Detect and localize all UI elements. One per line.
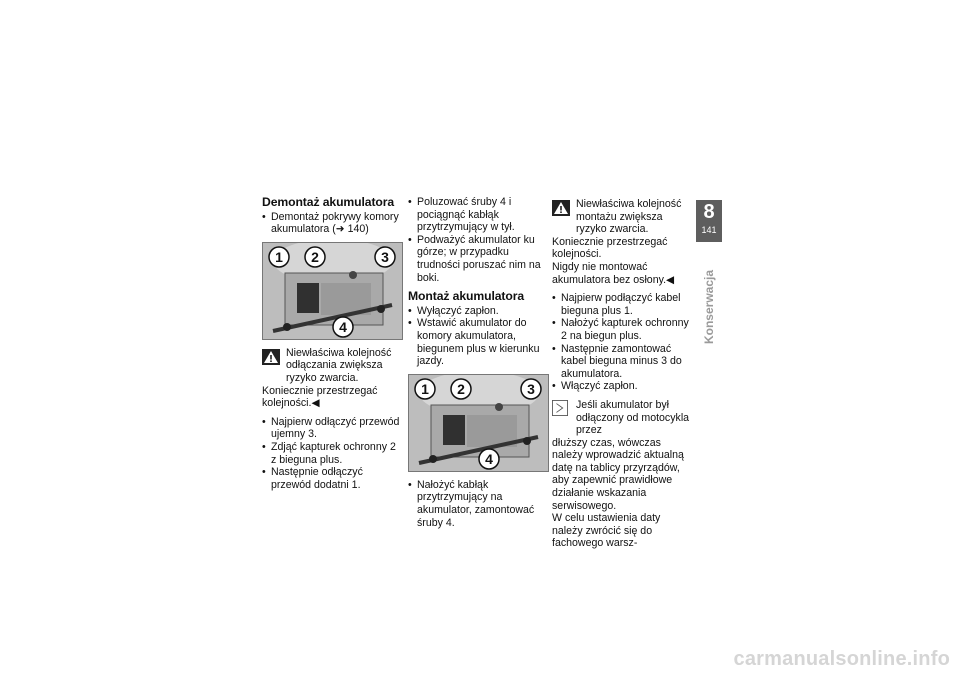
bullet-list (408, 196, 548, 284)
warning-text: Koniecznie przestrzegać kolejności. (552, 235, 668, 261)
warning-icon (552, 200, 570, 216)
photo-label: 2 (457, 380, 465, 397)
note-block (552, 399, 692, 437)
photo-label: 2 (311, 248, 319, 265)
list-item: • Podważyć akumulator ku górze; w przypadku trudności poruszać nim na boki. (408, 234, 548, 284)
warning-lead: Niewłaściwa kolejność odłączania zwiększa ryzyko zwarcia. (286, 346, 392, 384)
warning-text: Koniecznie przestrzegać kolejności.◀ (262, 384, 378, 410)
list-item: • Wyłączyć zapłon. (408, 305, 548, 318)
chapter-number: 8 (703, 201, 715, 223)
bullet-list (408, 479, 548, 529)
watermark: carmanualsonline.info (733, 648, 950, 670)
bullet-list (408, 305, 548, 368)
warning-icon (262, 349, 280, 365)
warning-lead: Niewłaściwa kolejność montażu zwiększa ryzyko zwarcia. (576, 198, 682, 236)
list-item: • Najpierw odłączyć przewód ujemny 3. (262, 416, 402, 441)
chapter-tab (698, 262, 720, 352)
note-text: dłuższy czas, wówczas należy wprowadzić aktualną datę na tablicy przyrządów, aby zapewnić prawidłowe działanie wskazania serwisowego. (552, 436, 684, 512)
column-3 (552, 196, 692, 550)
list-item: • Nałożyć kabłąk przytrzymujący na akumulator, zamontować śruby 4. (408, 479, 548, 529)
page-number: 141 (701, 225, 717, 235)
list-item: • Następnie zamontować kabel bieguna minus 3 do akumulatora. (552, 343, 692, 381)
section-heading-installation: Montaż akumulatora (408, 289, 525, 304)
photo-label: 1 (275, 248, 283, 265)
list-item: • Następnie odłączyć przewód dodatni 1. (262, 466, 402, 491)
battery-photo (408, 374, 549, 472)
bullet-list (262, 416, 402, 492)
photo-label: 3 (527, 380, 535, 397)
photo-label: 3 (381, 248, 389, 265)
note-icon (552, 400, 568, 416)
photo-label: 4 (339, 318, 347, 335)
note-text: W celu ustawienia daty należy zwrócić się do fachowego warsz- (552, 512, 661, 550)
list-item: • Zdjąć kapturek ochronny 2 z bieguna plus. (262, 441, 402, 466)
note-lead: Jeśli akumulator był odłączony od motocykla przez (576, 398, 690, 437)
photo-label: 1 (421, 380, 429, 397)
chapter-title: Konserwacja (702, 269, 716, 345)
list-item: • Poluzować śruby 4 i pociągnąć kabłąk przytrzymujący w tył. (408, 196, 548, 234)
warning-text: Nigdy nie montować akumulatora bez osłony.◀ (552, 260, 675, 286)
list-item: • Nałożyć kapturek ochronny 2 na biegun plus. (552, 317, 692, 342)
column-2 (408, 196, 548, 529)
warning-block (262, 347, 402, 385)
list-item: • Najpierw podłączyć kabel bieguna plus 1. (552, 292, 692, 317)
list-item: • Wstawić akumulator do komory akumulatora, biegunem plus w kierunku jazdy. (408, 317, 548, 367)
section-heading-removal: Demontaż akumulatora (262, 195, 395, 209)
bullet-list (552, 292, 692, 393)
column-1 (262, 196, 402, 491)
photo-label: 4 (485, 450, 493, 467)
battery-photo (262, 242, 403, 340)
bullet-list (262, 211, 402, 236)
warning-block (552, 198, 692, 236)
list-item: • Demontaż pokrywy komory akumulatora (➜ 140) (262, 211, 402, 236)
list-item: • Włączyć zapłon. (552, 380, 692, 393)
chapter-marker (696, 200, 722, 242)
